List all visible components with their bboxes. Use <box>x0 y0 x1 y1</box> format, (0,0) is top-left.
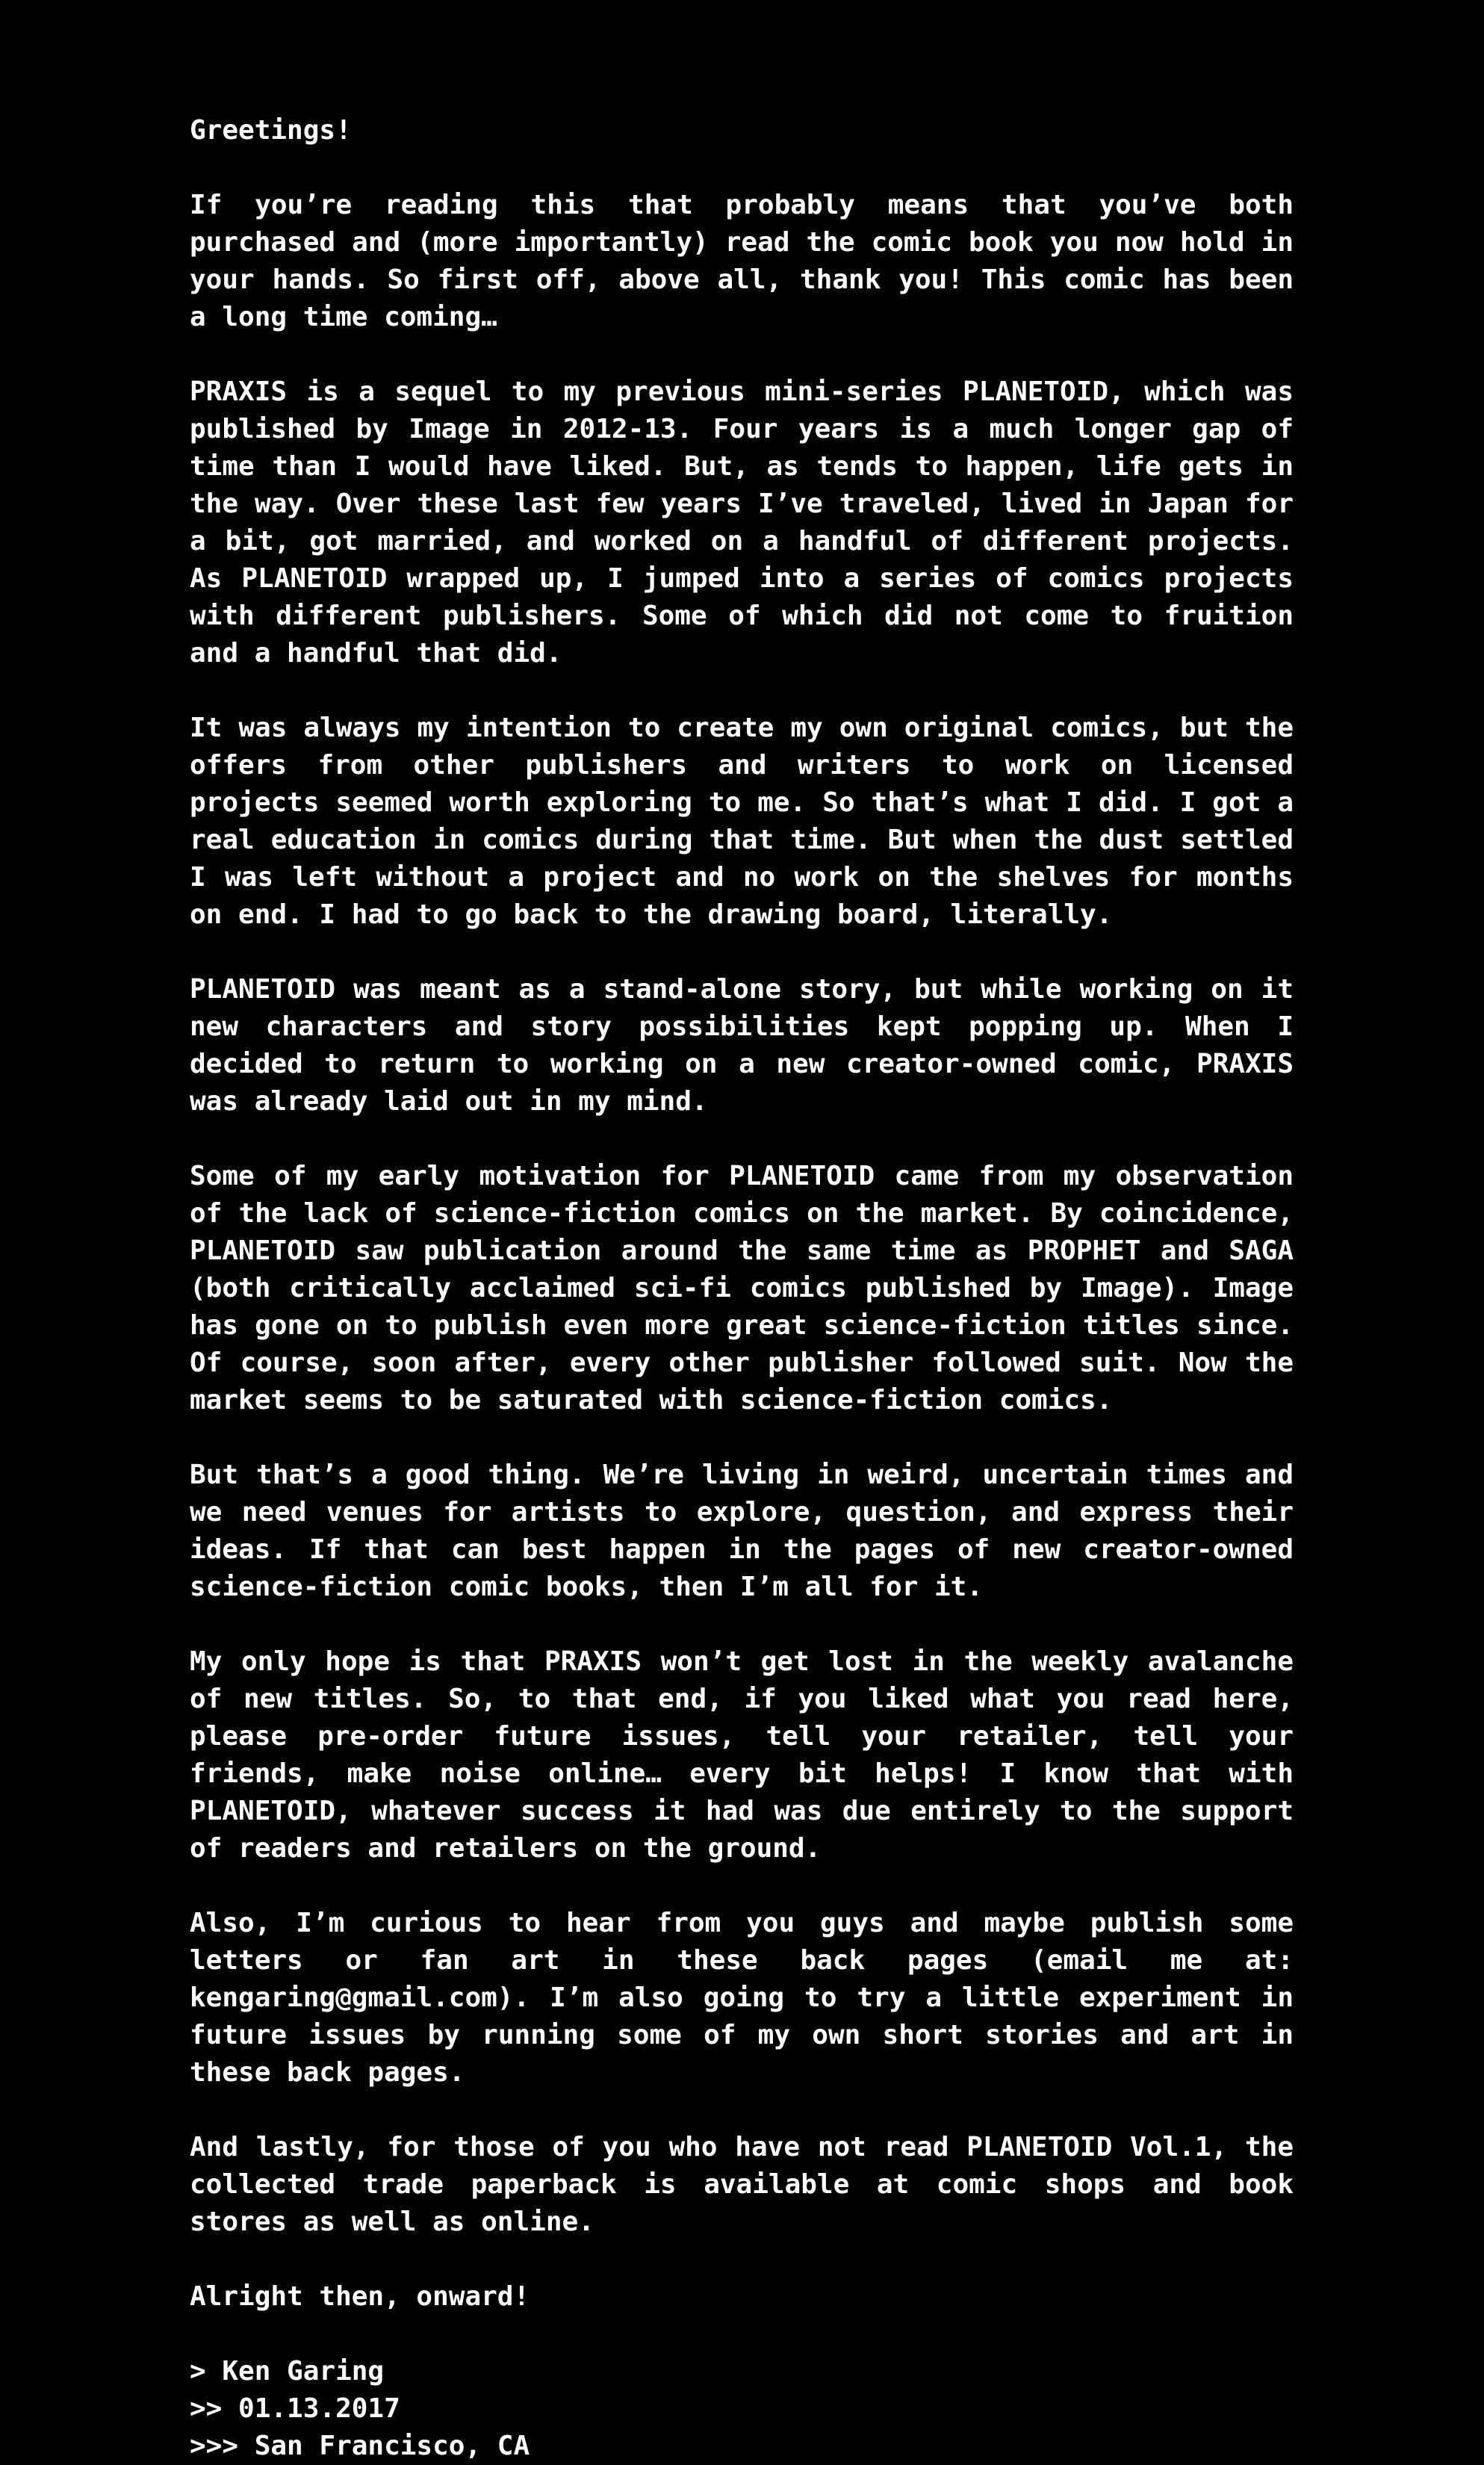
signature-date: >> 01.13.2017 <box>190 2393 400 2424</box>
letter-greeting: Greetings! <box>190 115 352 146</box>
letter-paragraph-9: And lastly, for those of you who have not read PLANETOID Vol.1, the collected trade paperback is available at comic shops and book stores as well as online. <box>190 2132 1294 2237</box>
signature-block <box>190 2353 1294 2465</box>
letter-closing: Alright then, onward! <box>190 2281 530 2312</box>
signature-location: >>> San Francisco, CA <box>190 2431 530 2461</box>
letter-body <box>190 112 1294 2465</box>
letter-paragraph-7: My only hope is that PRAXIS won’t get lost in the weekly avalanche of new titles. So, to that end, if you liked what you read here, please pre-order future issues, tell your retailer, tell your friends, make noise online… every bit helps! I know that with PLANETOID, whatever success it had was due entirely to the support of readers and retailers on the ground. <box>190 1646 1294 1864</box>
letter-paragraph-3: It was always my intention to create my own original comics, but the offers from other publishers and writers to work on licensed projects seemed worth exploring to me. So that’s what I did. I got a real education in comics during that time. But when the dust settled I was left without a project and no work on the shelves for months on end. I had to go back to the drawing board, literally. <box>190 713 1294 930</box>
letter-paragraph-2: PRAXIS is a sequel to my previous mini-series PLANETOID, which was published by Image in 2012-13. Four years is a much longer gap of time than I would have liked. But, as tends to happen, life gets in the way. Over these last few years I’ve traveled, lived in Japan for a bit, got married, and worked on a handful of different projects. As PLANETOID wrapped up, I jumped into a series of comics projects with different publishers. Some of which did not come to fruition and a handful that did. <box>190 376 1294 669</box>
letter-paragraph-4: PLANETOID was meant as a stand-alone story, but while working on it new characters and story possibilities kept popping up. When I decided to return to working on a new creator-owned comic, PRAXIS was already laid out in my mind. <box>190 974 1294 1117</box>
letter-paragraph-5: Some of my early motivation for PLANETOID came from my observation of the lack of science-fiction comics on the market. By coincidence, PLANETOID saw publication around the same time as PROPHET and SAGA (both critically acclaimed sci-fi comics published by Image). Image has gone on to publish even more great science-fiction titles since. Of course, soon after, every other publisher followed suit. Now the market seems to be saturated with science-fiction comics. <box>190 1161 1294 1416</box>
letter-paragraph-1: If you’re reading this that probably means that you’ve both purchased and (more importantly) read the comic book you now hold in your hands. So first off, above all, thank you! This comic has been a long time coming… <box>190 190 1294 332</box>
letter-paragraph-8: Also, I’m curious to hear from you guys and maybe publish some letters or fan art in these back pages (email me at: kengaring@gmail.com). I’m also going to try a little experiment in future issues by running some of my own short stories and art in these back pages. <box>190 1908 1294 2088</box>
signature-name: > Ken Garing <box>190 2356 385 2387</box>
letter-paragraph-6: But that’s a good thing. We’re living in weird, uncertain times and we need venues for artists to explore, question, and express their ideas. If that can best happen in the pages of new creator-owned science-fiction comic books, then I’m all for it. <box>190 1460 1294 1602</box>
